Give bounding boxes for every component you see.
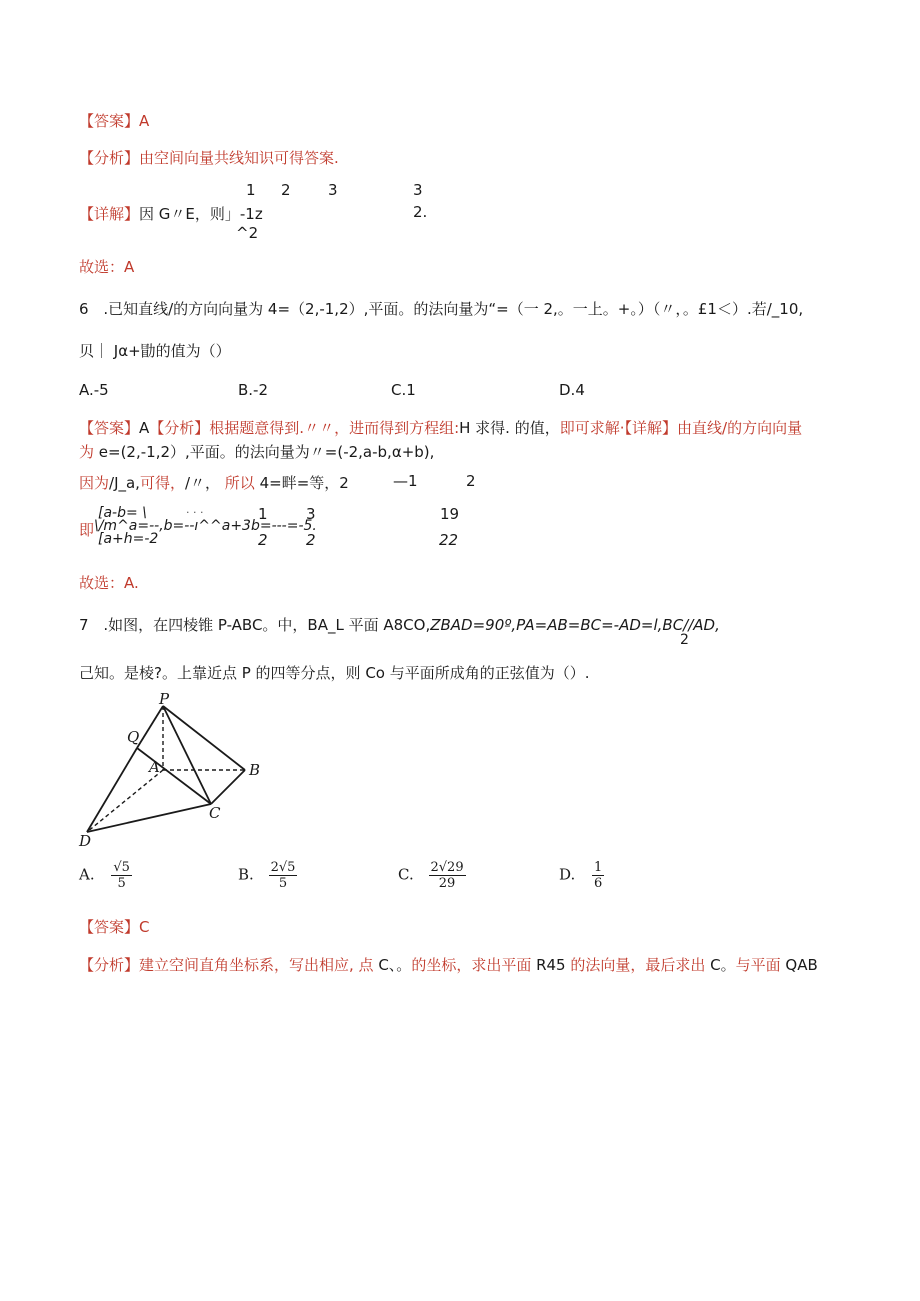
q6-option-a: A.-5 xyxy=(79,381,109,399)
label-q: Q xyxy=(127,728,140,746)
q6-line-c xyxy=(79,472,349,493)
q6-analysis-text2: 即可求解· xyxy=(559,419,625,437)
q6-detail-text: 由直线/的方向向量 xyxy=(677,419,803,437)
edge-pc xyxy=(163,706,211,804)
q6-answer-tag: 【答案】 xyxy=(79,419,140,437)
q6-line-c-red2: 可得， xyxy=(139,474,185,492)
q6-line-b-black: e=(2,-1,2）,平面。的法向量为〃=(-2,a-b,α+b), xyxy=(94,443,435,461)
analysis-line-1 xyxy=(79,147,339,168)
q7-option-c-frac xyxy=(429,860,466,891)
q6-line-c-black2: /〃， xyxy=(184,474,221,492)
q6-mid-num-1: 1 xyxy=(258,505,268,523)
q6-option-b: B.-2 xyxy=(238,381,269,399)
q7-analysis-black4: QAB xyxy=(780,956,818,974)
q7-stem: .如图，在四棱锥 P-ABC。中，BA_L 平面 A8CO, xyxy=(103,616,431,634)
label-c: C xyxy=(209,804,221,822)
q7-option-a-letter: A. xyxy=(79,865,95,884)
q7-option-c-letter: C. xyxy=(398,865,414,884)
answer-value: A xyxy=(139,112,150,130)
analysis-tag: 【分析】 xyxy=(79,149,140,167)
q7-analysis-black3: C。 xyxy=(705,956,736,974)
q7-stem-sub: 2 xyxy=(680,632,689,648)
answer-line-1 xyxy=(79,110,149,131)
q7-analysis-black1: C、。 xyxy=(373,956,412,974)
q6-analysis-black: H 求得. 的值， xyxy=(459,419,560,437)
q7-option-d xyxy=(559,860,604,891)
label-b: B xyxy=(249,761,261,779)
q7-option-d-num: 1 xyxy=(594,860,603,875)
q7-option-c-num: 2√29 xyxy=(430,860,464,875)
q7-option-d-den: 6 xyxy=(594,876,603,891)
q7-option-b xyxy=(238,860,297,891)
q7-line1 xyxy=(79,614,720,635)
label-a: A xyxy=(149,758,160,776)
q7-option-c-den: 29 xyxy=(438,876,456,891)
detail-text: 因 G〃E，则」-1z xyxy=(139,205,263,223)
pyramid-figure xyxy=(75,692,275,852)
q7-stem-italic: ZBAD=90º,PA=AB=BC=-AD=l,BC//AD, xyxy=(430,616,720,634)
q6-detail-tag: 【详解】 xyxy=(624,419,678,437)
q6-stem: .已知直线/的方向向量为 4=（2,-1,2）,平面。的法向量为“=（一 2,。一上。+。）（〃，。£1＜）.若/_10, xyxy=(103,300,804,318)
q6-line-c-tail1: —1 xyxy=(393,472,418,490)
q6-row-num-19: 19 xyxy=(440,505,460,523)
label-d: D xyxy=(79,832,92,850)
q7-analysis-red4: 与平面 xyxy=(735,956,781,974)
q6-row-num-3: 3 xyxy=(306,505,316,523)
edge-bc xyxy=(211,770,245,804)
q7-analysis-red1: 建立空间直角坐标系，写出相应, 点 xyxy=(139,956,374,974)
q6-sys-mid-text: \/m^a=--,b=--ı^^a+3b=---=-5. xyxy=(94,518,317,534)
q7-answer-tag: 【答案】 xyxy=(79,918,140,936)
q6-sys-bot: [a+h=-2 xyxy=(98,531,159,547)
q6-den-2b: 2 xyxy=(306,531,316,549)
q6-line-c-red3: 所以 xyxy=(220,474,255,492)
q7-answer-line xyxy=(79,916,150,937)
q7-analysis-black2: R45 xyxy=(531,956,571,974)
conclusion-1: 故选：A xyxy=(79,258,135,276)
q6-line-c-black3: 4=畔=等，2 xyxy=(254,474,349,492)
q6-sys-top: [a-b= \ xyxy=(98,505,147,521)
q7-option-c xyxy=(398,860,466,891)
q6-line1 xyxy=(79,298,803,319)
q7-answer-value: C xyxy=(139,918,150,936)
q7-line2: 己知。是棱?。上靠近点 P 的四等分点，则 Co 与平面所成角的正弦值为（）. xyxy=(79,664,590,682)
q6-answer-value: A xyxy=(139,419,150,437)
label-p: P xyxy=(159,692,170,708)
edge-pb xyxy=(163,706,245,770)
detail-tag: 【详解】 xyxy=(79,205,140,223)
q7-option-d-letter: D. xyxy=(559,865,576,884)
q6-conclusion: 故选：A. xyxy=(79,574,139,592)
q7-option-b-letter: B. xyxy=(238,865,254,884)
q6-analysis-tag: 【分析】 xyxy=(149,419,210,437)
detail-num-4: 3 xyxy=(413,181,423,199)
answer-tag: 【答案】 xyxy=(79,112,140,130)
q7-analysis-red3: 的法向量，最后求出 xyxy=(570,956,706,974)
q6-den-2a: 2 xyxy=(258,531,268,549)
q6-line-b xyxy=(79,441,434,462)
q7-analysis-red2: 的坐标，求出平面 xyxy=(411,956,532,974)
detail-line-1 xyxy=(79,203,263,224)
analysis-text: 由空间向量共线知识可得答案. xyxy=(139,149,339,167)
edge-pq xyxy=(137,706,163,748)
q6-line-c-tail2: 2 xyxy=(466,472,476,490)
q6-line-c-red1: 因为 xyxy=(79,474,110,492)
q6-number: 6 xyxy=(79,300,89,318)
detail-num-1: 1 xyxy=(246,181,256,199)
q7-option-a-den: 5 xyxy=(117,876,126,891)
detail-num-3: 3 xyxy=(328,181,338,199)
q7-option-b-num: 2√5 xyxy=(270,860,296,875)
detail-sub: ^2 xyxy=(236,224,259,242)
edge-dc xyxy=(87,804,211,832)
q7-number: 7 xyxy=(79,616,89,634)
q7-option-a-frac xyxy=(111,860,132,891)
q7-option-b-frac xyxy=(269,860,298,891)
q7-option-d-frac xyxy=(592,860,604,891)
q6-den-22: 22 xyxy=(439,531,459,549)
q7-option-b-den: 5 xyxy=(278,876,288,891)
q6-line-b-red: 为 xyxy=(79,443,95,461)
q6-sys-dots: . . . xyxy=(186,503,204,516)
q7-option-a-num: √5 xyxy=(113,860,130,875)
q7-analysis-line xyxy=(79,954,818,975)
q6-line2: 贝｜ Jα+勖的值为（） xyxy=(79,342,231,360)
edge-qc xyxy=(137,748,211,804)
q6-analysis-text: 根据题意得到.〃〃，进而得到方程组: xyxy=(209,419,460,437)
edge-qd xyxy=(87,748,137,832)
q7-option-a xyxy=(79,860,132,891)
detail-right: 2. xyxy=(413,203,428,221)
q6-line-c-black1: /J_a, xyxy=(109,474,140,492)
detail-num-2: 2 xyxy=(281,181,291,199)
q7-analysis-tag: 【分析】 xyxy=(79,956,140,974)
q6-system-prefix: 即 xyxy=(79,521,95,539)
q6-option-d: D.4 xyxy=(559,381,585,399)
q6-option-c: C.1 xyxy=(391,381,416,399)
q6-answer-line xyxy=(79,417,802,438)
